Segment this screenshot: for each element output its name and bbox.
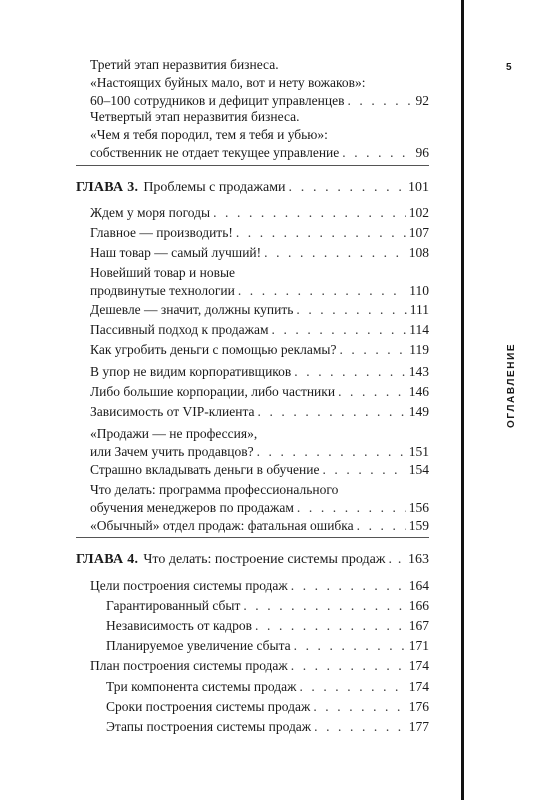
toc-entry-page: 149 [408,404,429,419]
toc-entry[interactable] [106,597,429,615]
running-head: ОГЛАВЛЕНИЕ [506,342,517,428]
chapter-page: 163 [408,552,429,567]
dot-leader [291,577,406,595]
toc-entry[interactable] [106,617,429,635]
dot-leader [243,597,405,615]
dot-leader [294,363,405,381]
dot-leader [339,341,406,359]
toc-entry[interactable] [90,264,429,300]
dot-leader [313,698,405,716]
toc-entry[interactable] [90,517,429,535]
chapter-heading[interactable] [76,551,429,569]
dot-leader [255,617,406,635]
toc-entry[interactable] [90,363,429,381]
toc-entry-page: 119 [409,342,429,357]
dot-leader [296,301,406,319]
toc-entry[interactable] [90,204,429,222]
toc-entry[interactable] [90,481,429,517]
toc-entry-line: Новейший товар и новые [90,265,236,280]
toc-entry[interactable] [106,698,429,716]
toc-entry[interactable] [106,718,429,736]
chapter-label: ГЛАВА 3. [76,180,139,195]
toc-entry-title: Главное — производить! [90,225,233,240]
dot-leader [289,179,405,197]
toc-entry-title: Дешевле — значит, должны купить [90,302,294,317]
toc-entry-title: обучения менеджеров по продажам [90,500,294,515]
dot-leader [236,224,406,242]
toc-entry[interactable] [90,425,429,461]
dot-leader [272,321,407,339]
toc-entry-title: Независимость от кадров [106,618,253,633]
toc-entry-page: 111 [409,302,429,317]
toc-entry-title: План построения системы продаж [90,658,288,673]
dot-leader [388,551,405,569]
toc-entry-page: 92 [415,93,429,108]
dot-leader [297,499,406,517]
toc-entry[interactable] [90,108,429,162]
toc-entry-line: «Продажи — не профессия», [90,426,258,441]
toc-entry-page: 102 [408,205,429,220]
toc-entry-page: 154 [408,462,429,477]
separator-line [76,537,429,538]
toc-entry-page: 159 [408,518,429,533]
toc-entry-title: Цели построения системы продаж [90,578,288,593]
toc-entry-title: Пассивный подход к продажам [90,322,269,337]
toc-entry-title: Ждем у моря погоды [90,205,211,220]
toc-entry-title: Планируемое увеличение сбыта [106,638,291,653]
chapter-title: Проблемы с продажами [143,180,286,195]
toc-entry[interactable] [106,678,429,696]
toc-entry[interactable] [90,321,429,339]
chapter-label: ГЛАВА 4. [76,552,139,567]
dot-leader [258,403,406,421]
separator-line [76,165,429,166]
toc-entry-page: 114 [409,322,429,337]
toc-entry-page: 96 [415,145,429,160]
dot-leader [322,461,405,479]
toc-entry-title: Либо большие корпорации, либо частники [90,384,336,399]
toc-entry-title: «Обычный» отдел продаж: фатальная ошибка [90,518,354,533]
toc-entry-page: 146 [408,384,429,399]
toc-entry[interactable] [90,244,429,262]
toc-entry-line: Третий этап неразвития бизнеса. [90,57,279,72]
toc-entry-line: Что делать: программа профессионального [90,482,339,497]
dot-leader [299,678,405,696]
dot-leader [264,244,406,262]
toc-entry-page: 107 [408,225,429,240]
toc-entry[interactable] [90,341,429,359]
toc-entry-title: Как угробить деньги с помощью рекламы? [90,342,337,357]
toc-entry[interactable] [90,577,429,595]
toc-entry-page: 110 [409,283,429,298]
dot-leader [342,144,412,162]
toc-entry-page: 176 [408,699,429,714]
toc-entry-page: 156 [408,500,429,515]
chapter-title: Что делать: построение системы продаж [143,552,386,567]
toc-entry-line: Четвертый этап неразвития бизнеса. [90,109,300,124]
toc-entry-page: 174 [408,658,429,673]
toc-entry[interactable] [90,224,429,242]
toc-entry-title: или Зачем учить продавцов? [90,444,254,459]
toc-entry[interactable] [90,301,429,319]
toc-entry-page: 164 [408,578,429,593]
toc-entry-title: Зависимость от VIP-клиента [90,404,255,419]
toc-entry-title: Страшно вкладывать деньги в обучение [90,462,320,477]
dot-leader [238,282,406,300]
toc-entry-page: 143 [408,364,429,379]
toc-entry-page: 171 [408,638,429,653]
toc-entry[interactable] [90,383,429,401]
dot-leader [291,657,406,675]
toc-entry-page: 177 [408,719,429,734]
chapter-heading[interactable] [76,179,429,197]
chapter-page: 101 [408,180,429,195]
toc-entry-title: В упор не видим корпоративщиков [90,364,292,379]
dot-leader [338,383,406,401]
dot-leader [257,443,406,461]
toc-entry-page: 108 [408,245,429,260]
toc-entry-title: Наш товар — самый лучший! [90,245,262,260]
toc-entry[interactable] [90,657,429,675]
page-number: 5 [506,62,512,73]
toc-entry-page: 174 [408,679,429,694]
toc-entry-line: «Чем я тебя породил, тем я тебя и убью»: [90,127,328,142]
toc-entry-title: собственник не отдает текущее управление [90,145,340,160]
toc-entry-title: продвинутые технологии [90,283,235,298]
toc-entry[interactable] [106,637,429,655]
toc-entry-title: Три компонента системы продаж [106,679,297,694]
toc-entry[interactable] [90,461,429,479]
toc-entry-line: «Настоящих буйных мало, вот и нету вожаков»: [90,75,366,90]
toc-entry-title: Этапы построения системы продаж [106,719,312,734]
dot-leader [213,204,406,222]
dot-leader [314,718,406,736]
toc-entry[interactable] [90,403,429,421]
dot-leader [357,517,406,535]
toc-entry[interactable] [90,56,429,110]
toc-entry-title: Сроки построения системы продаж [106,699,311,714]
dot-leader [294,637,406,655]
toc-entry-title: Гарантированный сбыт [106,598,241,613]
toc-entry-page: 167 [408,618,429,633]
toc-entry-page: 151 [408,444,429,459]
toc-entry-page: 166 [408,598,429,613]
toc-entry-title: 60–100 сотрудников и дефицит управленцев [90,93,345,108]
